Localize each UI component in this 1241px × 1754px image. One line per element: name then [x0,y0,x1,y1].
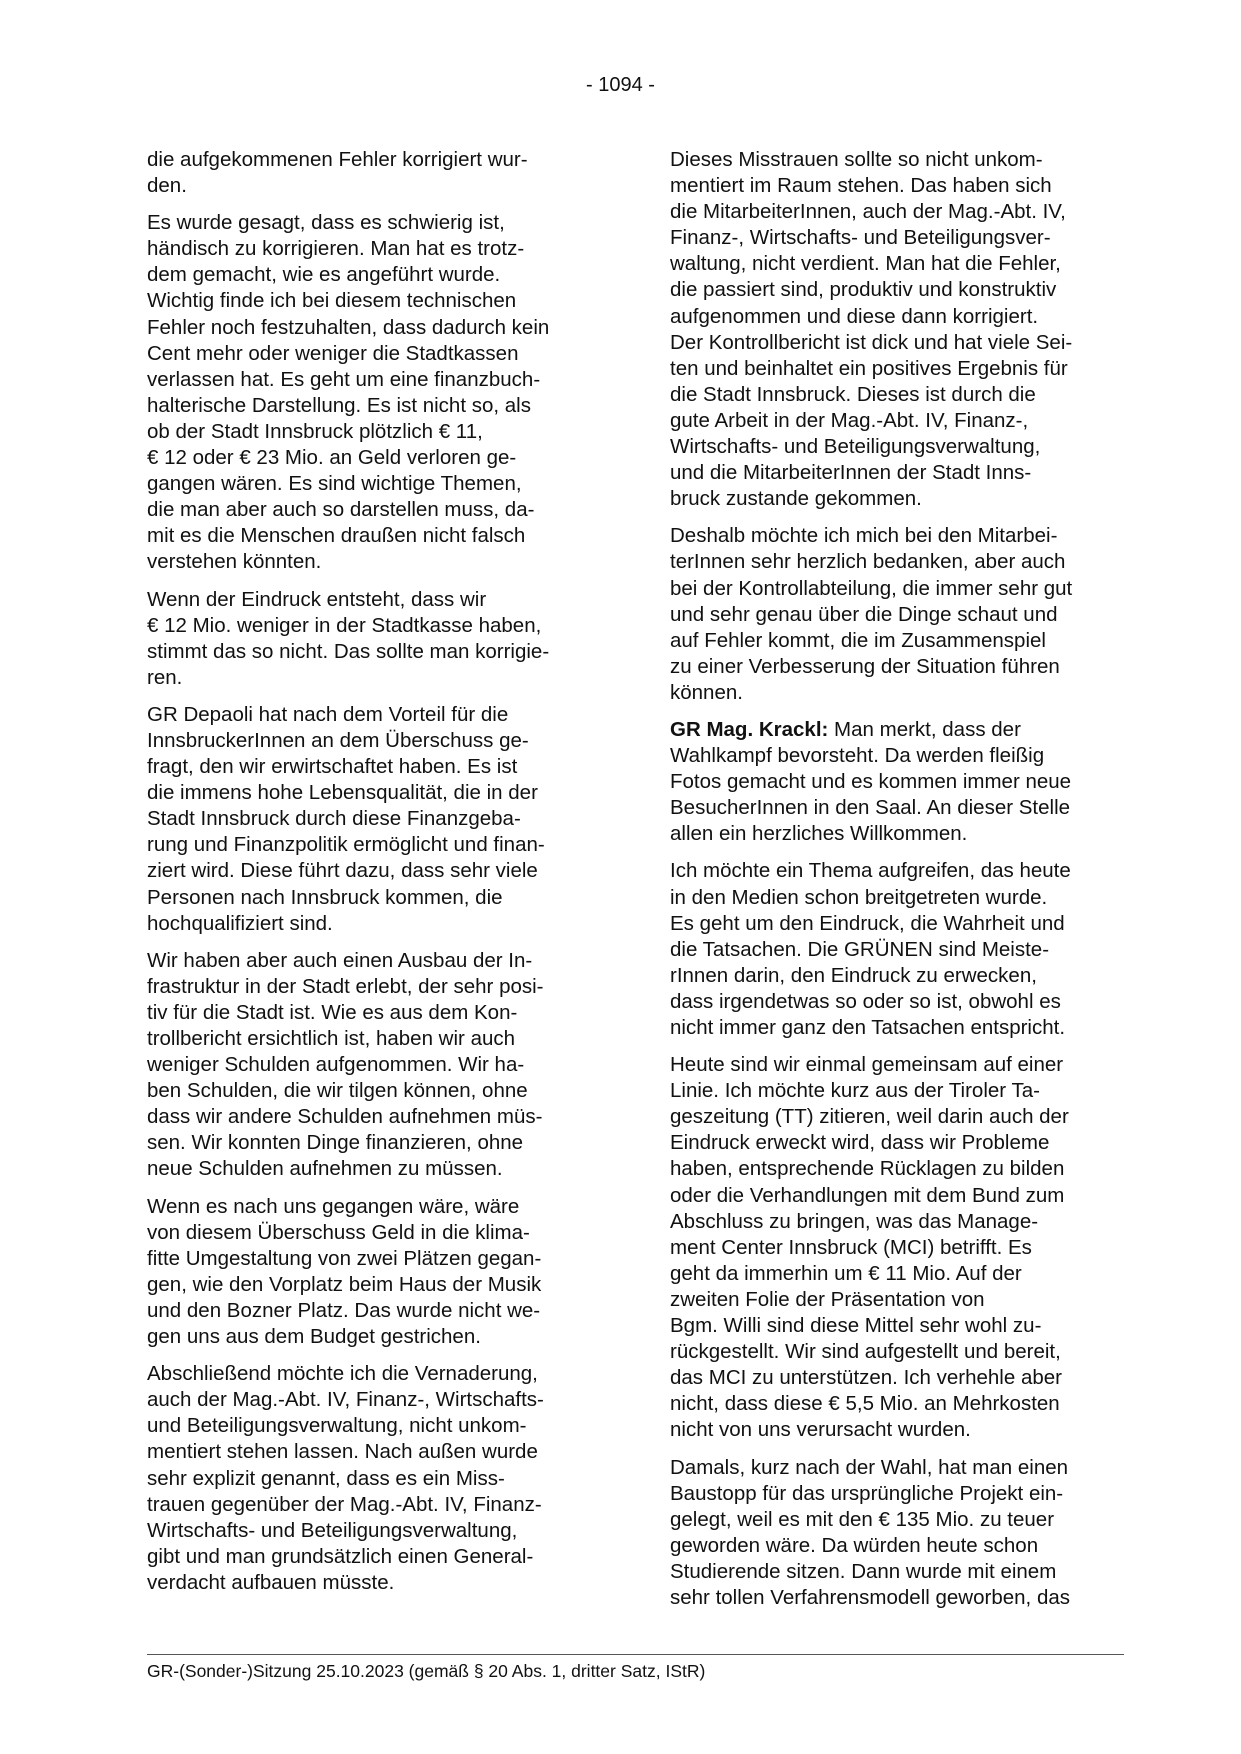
paragraph [147,948,602,1183]
paragraph [670,1455,1125,1612]
text-line: neue Schulden aufnehmen zu müssen. [147,1157,503,1181]
text-line: Der Kontrollbericht ist dick und hat viele Sei- [670,330,1073,354]
text-line: ment Center Innsbruck (MCI) betrifft. Es [670,1235,1032,1259]
text-line: und Beteiligungsverwaltung, nicht unkom- [147,1414,527,1438]
footer-text: GR-(Sonder-)Sitzung 25.10.2023 (gemäß § 20 Abs. 1, dritter Satz, IStR) [147,1661,706,1681]
text-line: sen. Wir konnten Dinge finanzieren, ohne [147,1131,524,1155]
text-line: Linie. Ich möchte kurz aus der Tiroler Ta- [670,1079,1040,1103]
text-line: Wichtig finde ich bei diesem technischen [147,289,517,313]
text-line: die Stadt Innsbruck. Dieses ist durch die [670,382,1036,406]
text-line: geht da immerhin um € 11 Mio. Auf der [670,1261,1022,1285]
text-line: und den Bozner Platz. Das wurde nicht we- [147,1298,541,1322]
text-line: in den Medien schon breitgetreten wurde. [670,885,1048,909]
text-line: rung und Finanzpolitik ermöglicht und finan- [147,833,545,857]
footer-rule [147,1654,1124,1655]
text-line: Wenn es nach uns gegangen wäre, wäre [147,1194,520,1218]
text-line: händisch zu korrigieren. Man hat es trotz- [147,237,525,261]
paragraph [147,702,602,937]
text-line: gen uns aus dem Budget gestrichen. [147,1325,481,1349]
text-line: dass wir andere Schulden aufnehmen müs- [147,1105,543,1129]
text-line: InnsbruckerInnen an dem Überschuss ge- [147,728,529,752]
text-line: Heute sind wir einmal gemeinsam auf einer [670,1053,1064,1077]
paragraph [147,587,602,691]
text-line: Wahlkampf bevorsteht. Da werden fleißig [670,744,1045,768]
text-line: oder die Verhandlungen mit dem Bund zum [670,1183,1065,1207]
text-line: allen ein herzliches Willkommen. [670,822,968,846]
text-line: gelegt, weil es mit den € 135 Mio. zu teuer [670,1507,1055,1531]
text-line: Deshalb möchte ich mich bei den Mitarbei- [670,524,1058,548]
text-line: haben, entsprechende Rücklagen zu bilden [670,1157,1065,1181]
text-line: nicht, dass diese € 5,5 Mio. an Mehrkosten [670,1392,1060,1416]
text-line: Cent mehr oder weniger die Stadtkassen [147,341,519,365]
text-line: Studierende sitzen. Dann wurde mit einem [670,1559,1057,1583]
text-line: Finanz-, Wirtschafts- und Beteiligungsver- [670,226,1051,250]
paragraph [670,858,1125,1041]
text-line: Fehler noch festzuhalten, dass dadurch kein [147,315,550,339]
text-line: fragt, den wir erwirtschaftet haben. Es ist [147,755,518,779]
text-line: bruck zustande gekommen. [670,487,922,511]
text-line: die immens hohe Lebensqualität, die in der [147,781,538,805]
left-column [147,147,602,1607]
speaker-name: GR Mag. Krackl: [670,717,829,741]
text-line: Personen nach Innsbruck kommen, die [147,885,503,909]
text-line: nicht von uns verursacht wurden. [670,1418,971,1442]
paragraph [147,1194,602,1351]
text-line: auch der Mag.-Abt. IV, Finanz-, Wirtschafts- [147,1388,544,1412]
text-line: Baustopp für das ursprüngliche Projekt ein- [670,1481,1064,1505]
text-line: Abschluss zu bringen, was das Manage- [670,1209,1039,1233]
text-line: weniger Schulden aufgenommen. Wir ha- [147,1053,525,1077]
text-line: € 12 oder € 23 Mio. an Geld verloren ge- [147,446,517,470]
text-line: Eindruck erweckt wird, dass wir Probleme [670,1131,1050,1155]
text-line: Es geht um den Eindruck, die Wahrheit und [670,911,1065,935]
text-line: Stadt Innsbruck durch diese Finanzgeba- [147,807,521,831]
text-line: BesucherInnen in den Saal. An dieser Stelle [670,796,1071,820]
text-line: stimmt das so nicht. Das sollte man korrigie- [147,639,550,663]
paragraph [147,147,602,199]
text-line: rückgestellt. Wir sind aufgestellt und bereit, [670,1340,1061,1364]
paragraph [670,717,1125,847]
text-line: und die MitarbeiterInnen der Stadt Inns- [670,461,1032,485]
paragraph [670,523,1125,706]
text-line: ten und beinhaltet ein positives Ergebnis für [670,356,1068,380]
text-line: gangen wären. Es sind wichtige Themen, [147,472,522,496]
text-line: Ich möchte ein Thema aufgreifen, das heute [670,859,1071,883]
text-line: sehr explizit genannt, dass es ein Miss- [147,1466,505,1490]
text-line: ziert wird. Diese führt dazu, dass sehr viele [147,859,538,883]
text-line: geszeitung (TT) zitieren, weil darin auch der [670,1105,1069,1129]
text-line: können. [670,680,743,704]
text-line: bei der Kontrollabteilung, die immer sehr gut [670,576,1073,600]
text-line: auf Fehler kommt, die im Zusammenspiel [670,628,1046,652]
text-line: verstehen könnten. [147,550,322,574]
text-line: gen, wie den Vorplatz beim Haus der Musik [147,1272,542,1296]
text-line: Fotos gemacht und es kommen immer neue [670,770,1072,794]
text-line: verdacht aufbauen müsste. [147,1570,395,1594]
text-line: GR Depaoli hat nach dem Vorteil für die [147,702,509,726]
text-line: terInnen sehr herzlich bedanken, aber auch [670,550,1066,574]
text-line: Wirtschafts- und Beteiligungsverwaltung, [147,1518,518,1542]
text-line: trauen gegenüber der Mag.-Abt. IV, Finanz- [147,1492,542,1516]
text-line: ob der Stadt Innsbruck plötzlich € 11, [147,419,483,443]
paragraph [147,210,602,575]
text-line: ben Schulden, die wir tilgen können, ohne [147,1079,528,1103]
text-line: € 12 Mio. weniger in der Stadtkasse haben, [147,613,542,637]
text-line: Damals, kurz nach der Wahl, hat man einen [670,1455,1069,1479]
text-line: fitte Umgestaltung von zwei Plätzen gegan- [147,1246,542,1270]
text-line: das MCI zu unterstützen. Ich verhehle aber [670,1366,1062,1390]
text-line: mentiert stehen lassen. Nach außen wurde [147,1440,538,1464]
paragraph [670,1052,1125,1443]
text-line: den. [147,174,187,198]
text-line: hochqualifiziert sind. [147,911,333,935]
text-line: Wirtschafts- und Beteiligungsverwaltung, [670,435,1041,459]
text-line: aufgenommen und diese dann korrigiert. [670,304,1039,328]
speaker-text: Man merkt, dass der [828,717,1021,741]
paragraph [670,147,1125,512]
text-line: frastruktur in der Stadt erlebt, der sehr posi- [147,974,544,998]
text-line [670,717,1125,743]
text-line: trollbericht ersichtlich ist, haben wir auch [147,1027,516,1050]
text-line: die passiert sind, produktiv und konstruktiv [670,278,1057,302]
text-line: geworden wäre. Da würden heute schon [670,1533,1039,1557]
text-line: die aufgekommenen Fehler korrigiert wur- [147,148,528,171]
text-line: die Tatsachen. Die GRÜNEN sind Meiste- [670,937,1050,961]
text-line: Wenn der Eindruck entsteht, dass wir [147,587,487,611]
text-line: Bgm. Willi sind diese Mittel sehr wohl zu- [670,1314,1042,1338]
text-line: mit es die Menschen draußen nicht falsch [147,524,526,548]
text-line: Abschließend möchte ich die Vernaderung, [147,1362,538,1386]
text-line: gibt und man grundsätzlich einen General- [147,1544,534,1568]
text-line: die man aber auch so darstellen muss, da- [147,498,535,522]
text-line: Dieses Misstrauen sollte so nicht unkom- [670,148,1043,171]
text-line: gute Arbeit in der Mag.-Abt. IV, Finanz-, [670,408,1029,432]
text-line: zu einer Verbesserung der Situation führen [670,654,1060,678]
text-line: Wir haben aber auch einen Ausbau der In- [147,948,533,972]
text-line: dass irgendetwas so oder so ist, obwohl es [670,989,1061,1013]
text-line: verlassen hat. Es geht um eine finanzbuch- [147,367,541,391]
text-line: tiv für die Stadt ist. Wie es aus dem Kon- [147,1000,518,1024]
text-line: ren. [147,665,183,689]
text-line: nicht immer ganz den Tatsachen entspricht. [670,1016,1066,1039]
text-line: die MitarbeiterInnen, auch der Mag.-Abt. IV, [670,200,1066,224]
text-line: mentiert im Raum stehen. Das haben sich [670,174,1052,198]
text-line: zweiten Folie der Präsentation von [670,1287,985,1311]
paragraph [147,1361,602,1596]
text-line: waltung, nicht verdient. Man hat die Fehler, [670,252,1061,276]
text-line: von diesem Überschuss Geld in die klima- [147,1220,530,1244]
page-number: - 1094 - [586,74,655,96]
text-line: halterische Darstellung. Es ist nicht so, als [147,393,531,417]
text-line: Es wurde gesagt, dass es schwierig ist, [147,211,505,235]
right-column [670,147,1125,1622]
text-line: und sehr genau über die Dinge schaut und [670,602,1058,626]
text-line: sehr tollen Verfahrensmodell geworben, das [670,1585,1070,1609]
text-line: dem gemacht, wie es angeführt wurde. [147,263,501,287]
text-line: rInnen darin, den Eindruck zu erwecken, [670,963,1037,987]
